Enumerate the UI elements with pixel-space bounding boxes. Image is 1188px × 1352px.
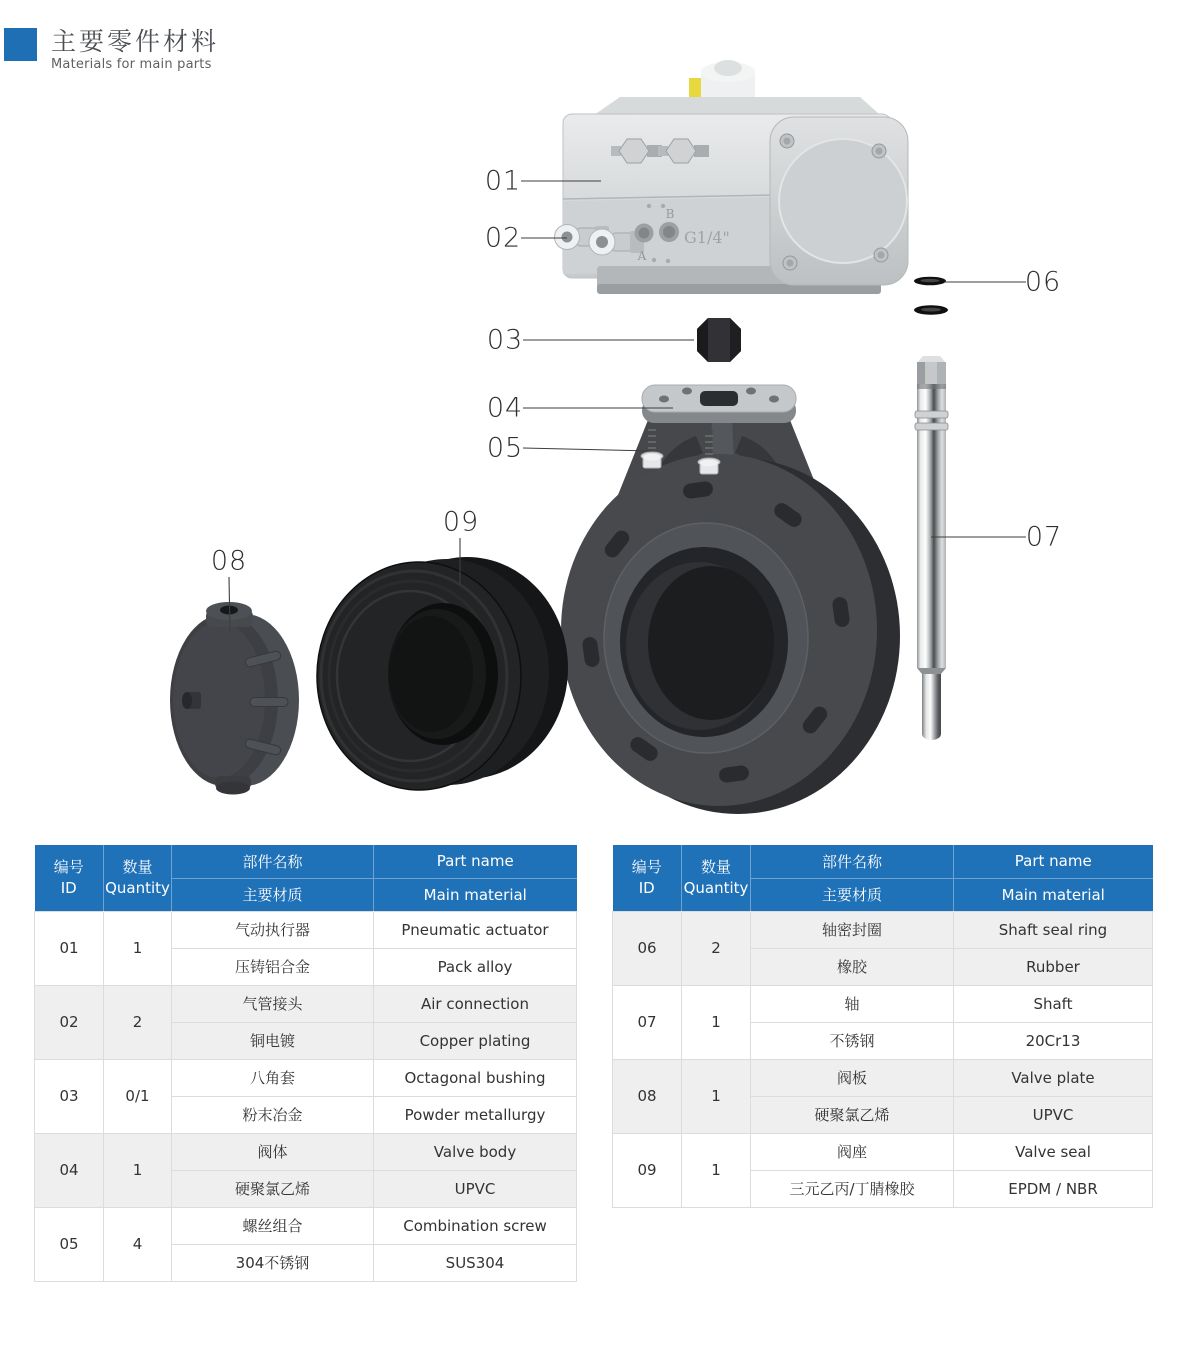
material-zh-cell: 304不锈钢 <box>172 1244 374 1281</box>
qty-cell: 1 <box>682 1059 751 1133</box>
valve-seat-illustration <box>317 557 568 790</box>
name-zh-cell: 螺丝组合 <box>172 1207 374 1244</box>
material-en-cell: 20Cr13 <box>954 1022 1153 1059</box>
col-header-qty-zh: 数量 <box>122 857 153 876</box>
name-zh-cell: 轴密封圈 <box>751 911 954 948</box>
col-header-id <box>35 845 104 911</box>
name-en-cell: Valve body <box>374 1133 577 1170</box>
col-header-qty <box>104 845 172 911</box>
col-header-qty <box>682 845 751 911</box>
material-zh-cell: 橡胶 <box>751 948 954 985</box>
part-id-cell: 07 <box>613 985 682 1059</box>
material-zh-cell: 铜电镀 <box>172 1022 374 1059</box>
col-header-id-zh: 编号 <box>53 857 84 876</box>
callout-label-08: 08 <box>210 545 248 577</box>
octagonal-bushing-illustration <box>697 318 741 362</box>
name-en-cell: Air connection <box>374 985 577 1022</box>
col-header-name-en: Part name <box>374 845 577 878</box>
col-header-qty-en: Quantity <box>105 878 170 897</box>
table-row <box>613 1059 1153 1096</box>
part-id-cell: 02 <box>35 985 104 1059</box>
name-en-cell: Valve seal <box>954 1133 1153 1170</box>
col-header-id-zh: 编号 <box>631 857 662 876</box>
port-a-label: A <box>637 249 647 263</box>
name-zh-cell: 阀体 <box>172 1133 374 1170</box>
table-row <box>613 985 1153 1022</box>
material-en-cell: EPDM / NBR <box>954 1170 1153 1207</box>
material-en-cell: SUS304 <box>374 1244 577 1281</box>
material-zh-cell: 三元乙丙/丁腈橡胶 <box>751 1170 954 1207</box>
port-b-label: B <box>665 207 675 221</box>
material-en-cell: UPVC <box>954 1096 1153 1133</box>
material-en-cell: Rubber <box>954 948 1153 985</box>
qty-cell: 1 <box>682 1133 751 1207</box>
col-header-name-en: Part name <box>954 845 1153 878</box>
page-subtitle: Materials for main parts <box>51 56 212 72</box>
part-id-cell: 01 <box>35 911 104 985</box>
material-zh-cell: 硬聚氯乙烯 <box>172 1170 374 1207</box>
name-en-cell: Pneumatic actuator <box>374 911 577 948</box>
col-header-id <box>613 845 682 911</box>
qty-cell: 2 <box>104 985 172 1059</box>
table-row <box>613 911 1153 948</box>
name-zh-cell: 气动执行器 <box>172 911 374 948</box>
name-zh-cell: 气管接头 <box>172 985 374 1022</box>
col-header-qty-zh: 数量 <box>700 857 731 876</box>
material-en-cell: UPVC <box>374 1170 577 1207</box>
pneumatic-actuator-illustration <box>555 60 909 294</box>
material-zh-cell: 不锈钢 <box>751 1022 954 1059</box>
name-en-cell: Valve plate <box>954 1059 1153 1096</box>
qty-cell: 0/1 <box>104 1059 172 1133</box>
material-en-cell: Copper plating <box>374 1022 577 1059</box>
callout-label-07: 07 <box>1025 521 1063 553</box>
part-id-cell: 08 <box>613 1059 682 1133</box>
table-row <box>35 911 577 948</box>
col-header-qty-en: Quantity <box>683 878 749 897</box>
name-en-cell: Shaft seal ring <box>954 911 1153 948</box>
callout-label-05: 05 <box>486 432 524 464</box>
materials-table-left <box>34 845 577 1282</box>
material-zh-cell: 硬聚氯乙烯 <box>751 1096 954 1133</box>
valve-plate-illustration <box>170 602 299 795</box>
page-title: 主要零件材料 <box>51 27 220 56</box>
thread-size-label: G1/4" <box>684 228 730 247</box>
material-zh-cell: 粉末冶金 <box>172 1096 374 1133</box>
name-en-cell: Shaft <box>954 985 1153 1022</box>
part-id-cell: 05 <box>35 1207 104 1281</box>
col-header-name-zh: 部件名称 <box>751 845 954 878</box>
name-zh-cell: 八角套 <box>172 1059 374 1096</box>
valve-body-illustration <box>561 385 900 814</box>
qty-cell: 2 <box>682 911 751 985</box>
name-zh-cell: 阀板 <box>751 1059 954 1096</box>
part-id-cell: 04 <box>35 1133 104 1207</box>
name-en-cell: Octagonal bushing <box>374 1059 577 1096</box>
col-header-id-en: ID <box>638 878 655 897</box>
callout-label-04: 04 <box>486 392 524 424</box>
materials-table-right <box>612 845 1153 1208</box>
table-row <box>35 1059 577 1096</box>
shaft-illustration <box>915 356 948 740</box>
table-row <box>613 1133 1153 1170</box>
name-en-cell: Combination screw <box>374 1207 577 1244</box>
qty-cell: 1 <box>682 985 751 1059</box>
material-zh-cell: 压铸铝合金 <box>172 948 374 985</box>
part-id-cell: 06 <box>613 911 682 985</box>
callout-label-03: 03 <box>486 324 524 356</box>
part-id-cell: 03 <box>35 1059 104 1133</box>
part-id-cell: 09 <box>613 1133 682 1207</box>
col-header-material-en: Main material <box>954 878 1153 911</box>
name-zh-cell: 阀座 <box>751 1133 954 1170</box>
table-row <box>35 1207 577 1244</box>
shaft-seal-rings-illustration <box>914 277 948 315</box>
callout-label-01: 01 <box>484 165 522 197</box>
qty-cell: 1 <box>104 911 172 985</box>
qty-cell: 1 <box>104 1133 172 1207</box>
callout-label-06: 06 <box>1024 266 1062 298</box>
table-row <box>35 985 577 1022</box>
material-en-cell: Powder metallurgy <box>374 1096 577 1133</box>
col-header-name-zh: 部件名称 <box>172 845 374 878</box>
col-header-id-en: ID <box>60 878 77 897</box>
name-zh-cell: 轴 <box>751 985 954 1022</box>
qty-cell: 4 <box>104 1207 172 1281</box>
col-header-material-zh: 主要材质 <box>172 878 374 911</box>
table-row <box>35 1133 577 1170</box>
callout-label-02: 02 <box>484 222 522 254</box>
col-header-material-en: Main material <box>374 878 577 911</box>
col-header-material-zh: 主要材质 <box>751 878 954 911</box>
callout-label-09: 09 <box>442 506 480 538</box>
material-en-cell: Pack alloy <box>374 948 577 985</box>
